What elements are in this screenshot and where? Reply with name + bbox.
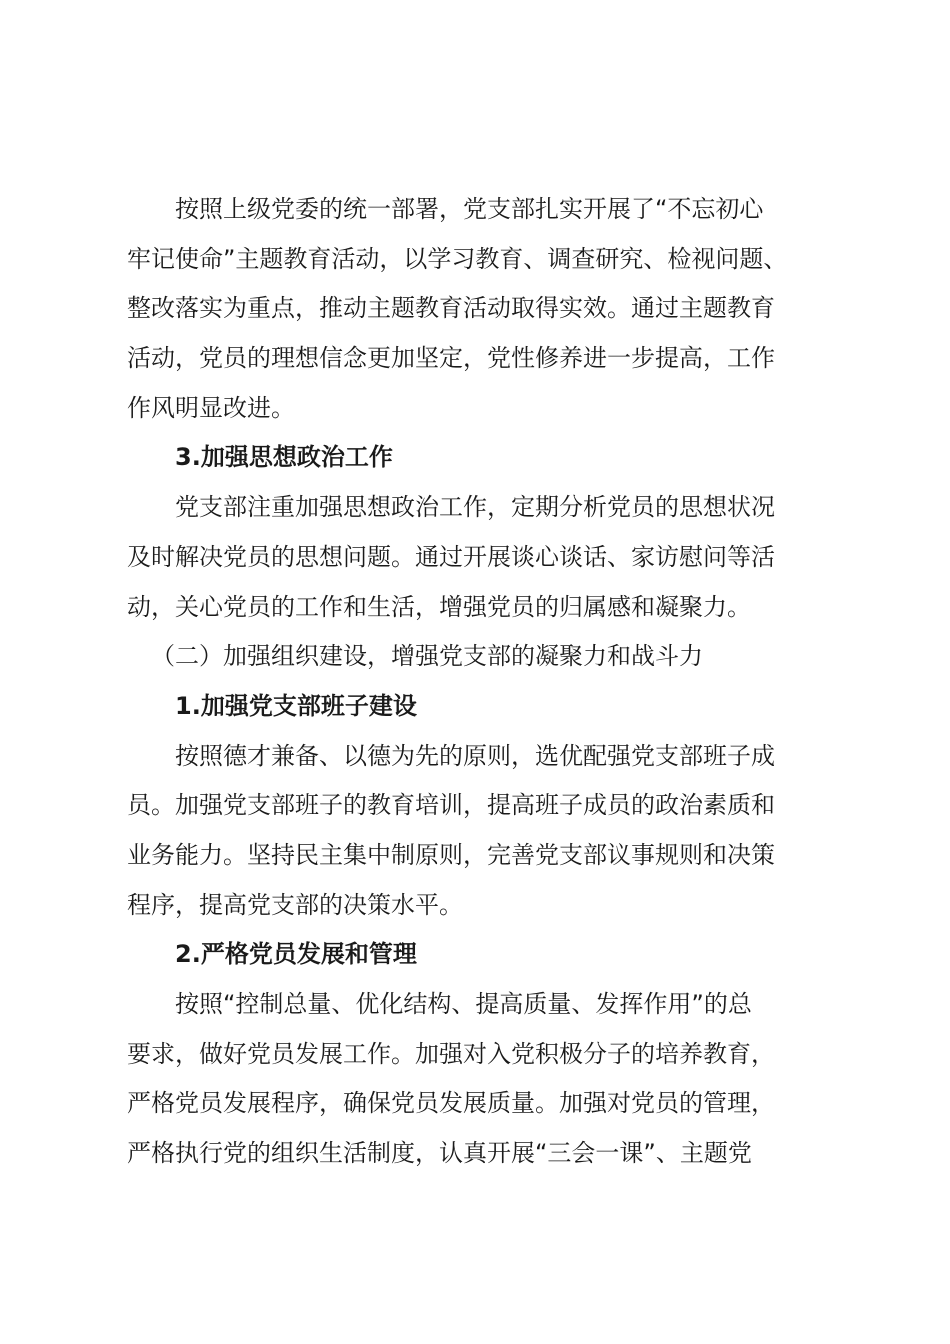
paragraph-theme-education <box>127 185 842 433</box>
text-line: 要求，做好党员发展工作。加强对入党积极分子的培养教育， <box>127 1039 775 1068</box>
paragraph-branch-team <box>127 732 842 931</box>
document-body <box>127 185 842 1179</box>
text-line: 按照“控制总量、优化结构、提高质量、发挥作用”的总 <box>175 990 752 1018</box>
text-line: 作风明显改进。 <box>127 393 295 422</box>
text-line: 动，关心党员的工作和生活，增强党员的归属感和凝聚力。 <box>127 592 751 621</box>
text-line: 员。加强党支部班子的教育培训，提高班子成员的政治素质和 <box>127 791 775 820</box>
text-line: 程序，提高党支部的决策水平。 <box>127 890 463 919</box>
paragraph-ideological-work <box>127 483 842 632</box>
text-line: 业务能力。坚持民主集中制原则，完善党支部议事规则和决策 <box>127 840 775 869</box>
text-line: 活动，党员的理想信念更加坚定，党性修养进一步提高，工作 <box>127 344 775 373</box>
text-line: 及时解决党员的思想问题。通过开展谈心谈话、家访慰问等活 <box>127 542 775 571</box>
text-line: 整改落实为重点，推动主题教育活动取得实效。通过主题教育 <box>127 294 775 323</box>
text-line: 牢记使命”主题教育活动，以学习教育、调查研究、检视问题、 <box>127 244 788 273</box>
heading-ideological-work: 3.加强思想政治工作 <box>175 443 393 472</box>
section-title-organization: （二）加强组织建设，增强党支部的凝聚力和战斗力 <box>151 642 703 671</box>
heading-branch-team: 1.加强党支部班子建设 <box>175 691 417 720</box>
text-line: 按照德才兼备、以德为先的原则，选优配强党支部班子成 <box>175 741 775 770</box>
paragraph-member-management <box>127 980 842 1179</box>
text-line: 党支部注重加强思想政治工作，定期分析党员的思想状况 <box>175 493 775 522</box>
text-line: 按照上级党委的统一部署，党支部扎实开展了“不忘初心 <box>175 195 764 223</box>
heading-member-management: 2.严格党员发展和管理 <box>175 940 417 969</box>
text-line: 严格党员发展程序，确保党员发展质量。加强对党员的管理， <box>127 1089 775 1118</box>
text-line: 严格执行党的组织生活制度，认真开展“三会一课”、主题党 <box>127 1139 752 1168</box>
